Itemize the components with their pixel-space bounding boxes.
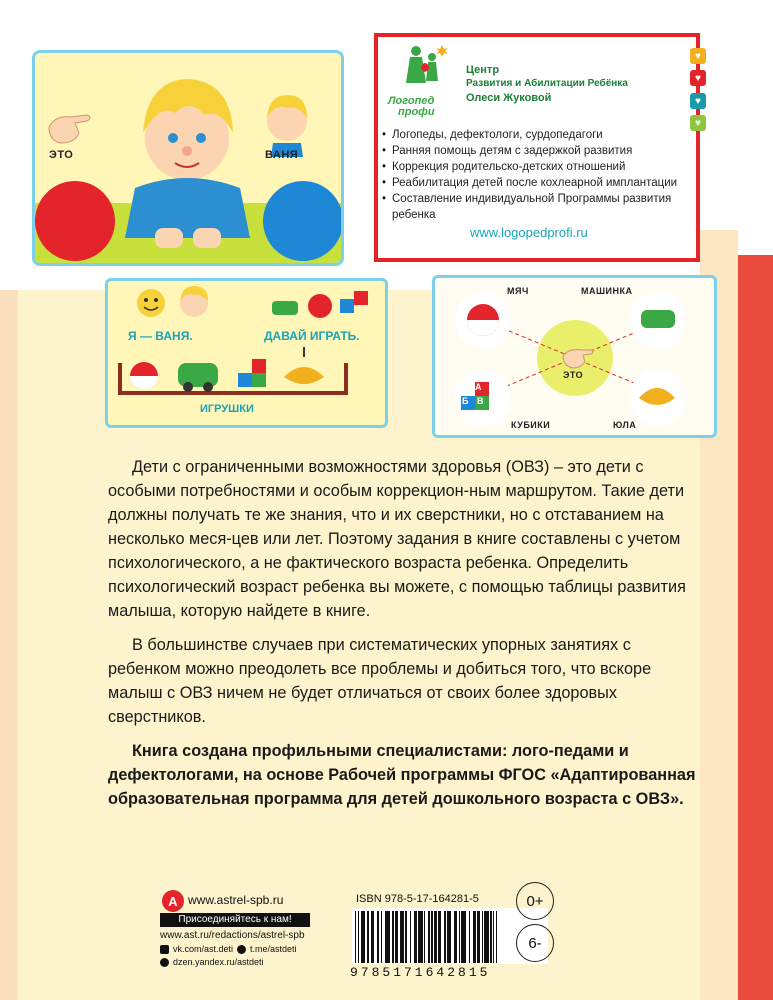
cube-letter-b: Б — [462, 396, 469, 406]
hero-label-this: ЭТО — [49, 149, 74, 161]
cube-letter-a: А — [475, 382, 482, 392]
heart-icon: ♥ — [690, 115, 706, 131]
paragraph-1: Дети с ограниченными возможностями здоровья (ОВЗ) – это дети с особыми потребностями и особым коррекцион-ным маршрутом. Такие дети должны получать те же знания, что и их сверстники, но с отставанием на несколько меся-цев или лет. Поэтому задания в книге составлены с учетом психологического, а не фактического возраста ребенка. Определить психологический возраст ребенка вы можете, с помощью таблицы развития малыша, которую найдете в книге. — [108, 458, 686, 620]
card2-label-center: ЭТО — [563, 370, 584, 380]
center-title — [466, 63, 628, 105]
card2-label-cubes: КУБИКИ — [511, 420, 551, 430]
card1-caption-3: ИГРУШКИ — [200, 403, 254, 415]
objects-illustration — [435, 278, 714, 435]
card2-label-car: МАШИНКА — [581, 286, 633, 296]
ast-link[interactable]: www.ast.ru/redactions/astrel-spb — [160, 930, 305, 941]
heart-icon: ♥ — [690, 48, 706, 64]
paragraph-2: В большинстве случаев при систематических упорных занятиях с ребенком можно преодолеть все проблемы и добиться того, что вскоре малыш с ОВЗ ничем не будет отличаться от своих более здоровых сверстников. — [108, 636, 652, 726]
bullet-item: • Реабилитация детей после кохлеарной имплантации — [382, 175, 682, 191]
center-website-link[interactable]: www.logopedprofi.ru — [470, 225, 588, 240]
paragraph-3: Книга создана профильными специалистами: лого-педами и дефектологами, на основе Рабочей программы ФГОС «Адаптированная образовательная программа для детей дошкольного возраста с ОВЗ». — [108, 742, 696, 808]
body-text — [108, 455, 698, 811]
card1-caption-2: ДАВАЙ ИГРАТЬ. — [264, 329, 360, 343]
heart-icon: ♥ — [690, 93, 706, 109]
age-rating-badge: 0+ — [516, 882, 554, 920]
dzen-row — [160, 957, 264, 967]
family-icon — [388, 43, 458, 89]
logo-text-1: Логопед — [388, 95, 435, 107]
card-objects — [432, 275, 717, 438]
background-red-stripe — [738, 255, 773, 1000]
bullet-item: • Составление индивидуальной Программы развития ребенка — [382, 191, 682, 223]
center-title-line-1: Центр — [466, 64, 500, 76]
logo-text-2: профи — [398, 106, 435, 118]
background-left-band — [0, 290, 18, 1000]
dzen-icon — [160, 958, 169, 967]
bullet-item: • Коррекция родительско-детских отношений — [382, 159, 682, 175]
telegram-link[interactable]: t.me/astdeti — [250, 944, 297, 954]
center-title-line-3: Олеси Жуковой — [466, 92, 552, 104]
cube-letter-v: В — [477, 396, 484, 406]
isbn-text: ISBN 978-5-17-164281-5 — [356, 893, 479, 905]
card2-label-top: ЮЛА — [613, 420, 637, 430]
center-title-line-2: Развития и Абилитации Ребёнка — [466, 78, 628, 89]
telegram-icon — [237, 945, 246, 954]
card1-caption-1: Я — ВАНЯ. — [128, 329, 193, 343]
card-toys — [105, 278, 388, 428]
center-ad-box — [374, 33, 700, 262]
center-bullet-list — [382, 127, 682, 223]
age-recommended-badge: 6- — [516, 924, 554, 962]
hero-label-vanya: ВАНЯ — [265, 149, 299, 161]
barcode-bar — [496, 911, 497, 963]
bullet-item: • Ранняя помощь детям с задержкой развития — [382, 143, 682, 159]
vk-icon — [160, 945, 169, 954]
dzen-link[interactable]: dzen.yandex.ru/astdeti — [173, 957, 264, 967]
social-links — [160, 944, 297, 954]
ast-logo-icon: A — [162, 890, 184, 912]
barcode-number: 9785171642815 — [350, 965, 491, 980]
join-banner: Присоединяйтесь к нам! — [160, 913, 310, 927]
card2-label-ball: МЯЧ — [507, 286, 529, 296]
logopedprofi-logo — [388, 43, 458, 118]
heart-icon: ♥ — [690, 70, 706, 86]
vk-link[interactable]: vk.com/ast.deti — [173, 944, 234, 954]
hero-illustration-card — [32, 50, 344, 266]
publisher-site[interactable]: www.astrel-spb.ru — [188, 893, 284, 907]
bullet-item: • Логопеды, дефектологи, сурдопедагоги — [382, 127, 682, 143]
